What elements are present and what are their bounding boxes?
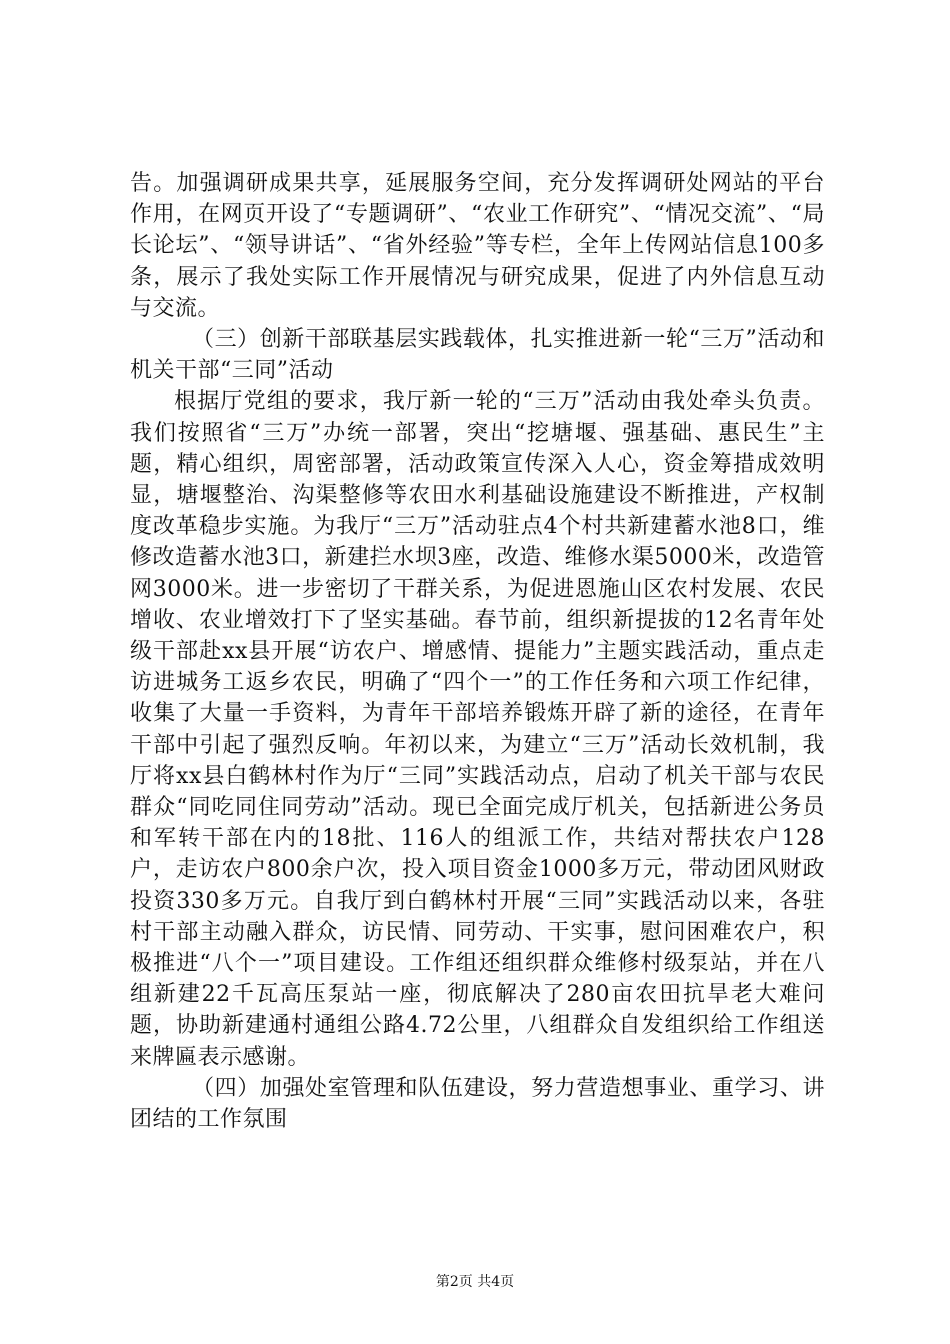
paragraph-continuation: 告。加强调研成果共享，延展服务空间，充分发挥调研处网站的平台作用，在网页开设了“专题调研”、“农业工作研究”、“情况交流”、“局长论坛”、“领导讲话”、“省外经验”等专栏，全年上传网站信息100多条，展示了我处实际工作开展情况与研究成果，促进了内外信息互动与交流。 [130,171,825,321]
section-heading-four: （四）加强处室管理和队伍建设，努力营造想事业、重学习、讲团结的工作氛围 [130,1075,825,1133]
paragraph-body: 根据厅党组的要求，我厅新一轮的“三万”活动由我处牵头负责。我们按照省“三万”办统一部署，突出“挖塘堰、强基础、惠民生”主题，精心组织，周密部署，活动政策宣传深入人心，资金筹措成效明显，塘堰整治、沟渠整修等农田水利基础设施建设不断推进，产权制度改革稳步实施。为我厅“三万”活动驻点4个村共新建蓄水池8口，维修改造蓄水池3口，新建拦水坝3座，改造、维修水渠5000米，改造管网3000米。进一步密切了干群关系，为促进恩施山区农村发展、农民增收、农业增效打下了坚实基础。春节前，组织新提拔的12名青年处级干部赴xx县开展“访农户、增感情、提能力”主题实践活动，重点走访进城务工返乡农民，明确了“四个一”的工作任务和六项工作纪律，收集了大量一手资料，为青年干部培养锻炼开辟了新的途径，在青年干部中引起了强烈反响。年初以来，为建立“三万”活动长效机制，我厅将xx县白鹤林村作为厅“三同”实践活动点，启动了机关干部与农民群众“同吃同住同劳动”活动。现已全面完成厅机关，包括新进公务员和军转干部在内的18批、116人的组派工作，共结对帮扶农户128户，走访农户800余户次，投入项目资金1000多万元，带动团风财政投资330多万元。自我厅到白鹤林村开展“三同”实践活动以来，各驻村干部主动融入群众，访民情、同劳动、干实事，慰问困难农户，积极推进“八个一”项目建设。工作组还组织群众维修村级泵站，并在八组新建22千瓦高压泵站一座，彻底解决了280亩农田抗旱老大难问题，协助新建通村通组公路4.72公里，八组群众自发组织给工作组送来牌匾表示感谢。 [130,389,825,1070]
section-heading-three: （三）创新干部联基层实践载体，扎实推进新一轮“三万”活动和机关干部“三同”活动 [130,327,825,384]
page-number-footer: 第2页 共4页 [435,1274,515,1290]
document-body [130,168,825,1135]
